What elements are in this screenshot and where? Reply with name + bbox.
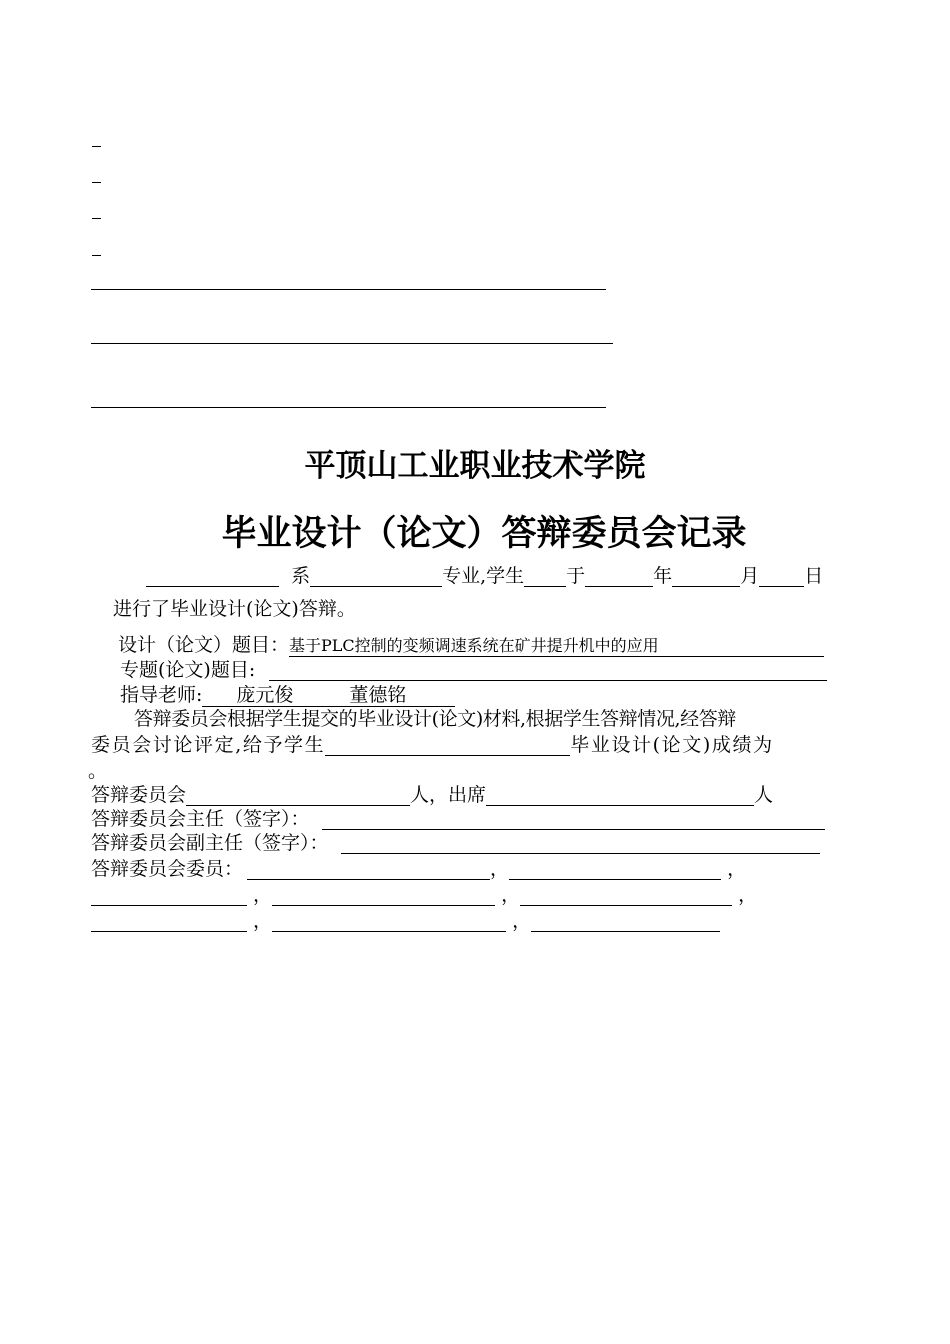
topic-label: 专题(论文)题目: — [120, 659, 256, 681]
topic-blank[interactable] — [269, 660, 827, 681]
member-separator: ， — [727, 858, 747, 880]
margin-dash-1 — [92, 146, 101, 147]
member-blank-3[interactable] — [91, 885, 247, 906]
advisor-1: 庞元俊 — [236, 684, 294, 706]
members-row-1 — [91, 858, 746, 880]
member-separator: ， — [501, 884, 521, 906]
month-label: 月 — [740, 565, 760, 587]
horizontal-rule-2 — [91, 343, 613, 344]
horizontal-rule-1 — [91, 289, 606, 290]
committee-size-label: 答辩委员会 — [91, 784, 187, 806]
margin-dash-2 — [92, 182, 101, 183]
member-blank-4[interactable] — [272, 885, 495, 906]
thesis-title-row — [118, 634, 824, 657]
paragraph-line-1: 答辩委员会根据学生提交的毕业设计(论文)材料,根据学生答辩情况,经答辩 — [134, 708, 736, 730]
chair-signature-blank[interactable] — [322, 809, 825, 830]
member-separator: ， — [512, 910, 532, 932]
grade-prefix: 委员会讨论评定,给予学生 — [91, 734, 326, 756]
major-suffix: 专业,学生 — [442, 565, 525, 587]
topic-row — [120, 659, 827, 681]
year-label: 年 — [653, 565, 673, 587]
attendance-unit: 人 — [754, 784, 774, 806]
day-blank[interactable] — [759, 566, 804, 587]
member-blank-5[interactable] — [520, 885, 732, 906]
member-blank-1[interactable] — [247, 859, 490, 880]
members-label: 答辩委员会委员： — [91, 858, 244, 880]
chair-row — [91, 808, 825, 830]
member-blank-2[interactable] — [509, 859, 721, 880]
paragraph-line-3: 。 — [88, 760, 108, 782]
paragraph-line-2 — [91, 734, 774, 756]
chair-label: 答辩委员会主任（签字）： — [91, 808, 310, 830]
member-blank-7[interactable] — [272, 911, 506, 932]
committee-size-row — [91, 784, 773, 806]
vice-chair-signature-blank[interactable] — [341, 833, 820, 854]
dept-suffix: 系 — [291, 565, 311, 587]
member-separator: ， — [738, 884, 758, 906]
advisor-row — [120, 684, 455, 707]
member-blank-8[interactable] — [531, 911, 720, 932]
margin-dash-4 — [92, 255, 101, 256]
thesis-title-label: 设计（论文）题目： — [118, 634, 290, 656]
committee-size-unit: 人，出席 — [410, 784, 487, 806]
vice-chair-row — [91, 832, 820, 854]
grade-suffix: 毕业设计(论文)成绩为 — [570, 734, 774, 756]
member-blank-6[interactable] — [91, 911, 247, 932]
at-label: 于 — [566, 565, 586, 587]
member-separator: ， — [253, 884, 273, 906]
date-continuation: 进行了毕业设计(论文)答辩。 — [113, 598, 356, 620]
vice-chair-label: 答辩委员会副主任（签字）： — [91, 832, 329, 854]
department-blank[interactable] — [146, 566, 279, 587]
member-separator: ， — [253, 910, 273, 932]
school-name: 平顶山工业职业技术学院 — [304, 448, 646, 484]
attendance-blank[interactable] — [486, 785, 754, 806]
month-blank[interactable] — [672, 566, 740, 587]
member-separator: ， — [490, 858, 510, 880]
members-row-2 — [91, 884, 757, 906]
committee-size-blank[interactable] — [186, 785, 410, 806]
date-line — [146, 565, 823, 587]
student-blank[interactable] — [524, 566, 566, 587]
advisor-2: 董德铭 — [349, 684, 407, 706]
student-name-blank[interactable] — [325, 735, 570, 756]
margin-dash-3 — [92, 218, 101, 219]
major-blank[interactable] — [310, 566, 442, 587]
advisor-label: 指导老师: — [120, 684, 203, 706]
year-blank[interactable] — [585, 566, 653, 587]
record-title: 毕业设计（论文）答辩委员会记录 — [221, 514, 747, 554]
members-row-3 — [91, 910, 720, 932]
thesis-title-value[interactable]: 基于PLC控制的变频调速系统在矿井提升机中的应用 — [289, 636, 824, 657]
advisor-value[interactable] — [202, 684, 455, 707]
horizontal-rule-3 — [91, 407, 606, 408]
day-label: 日 — [804, 565, 824, 587]
